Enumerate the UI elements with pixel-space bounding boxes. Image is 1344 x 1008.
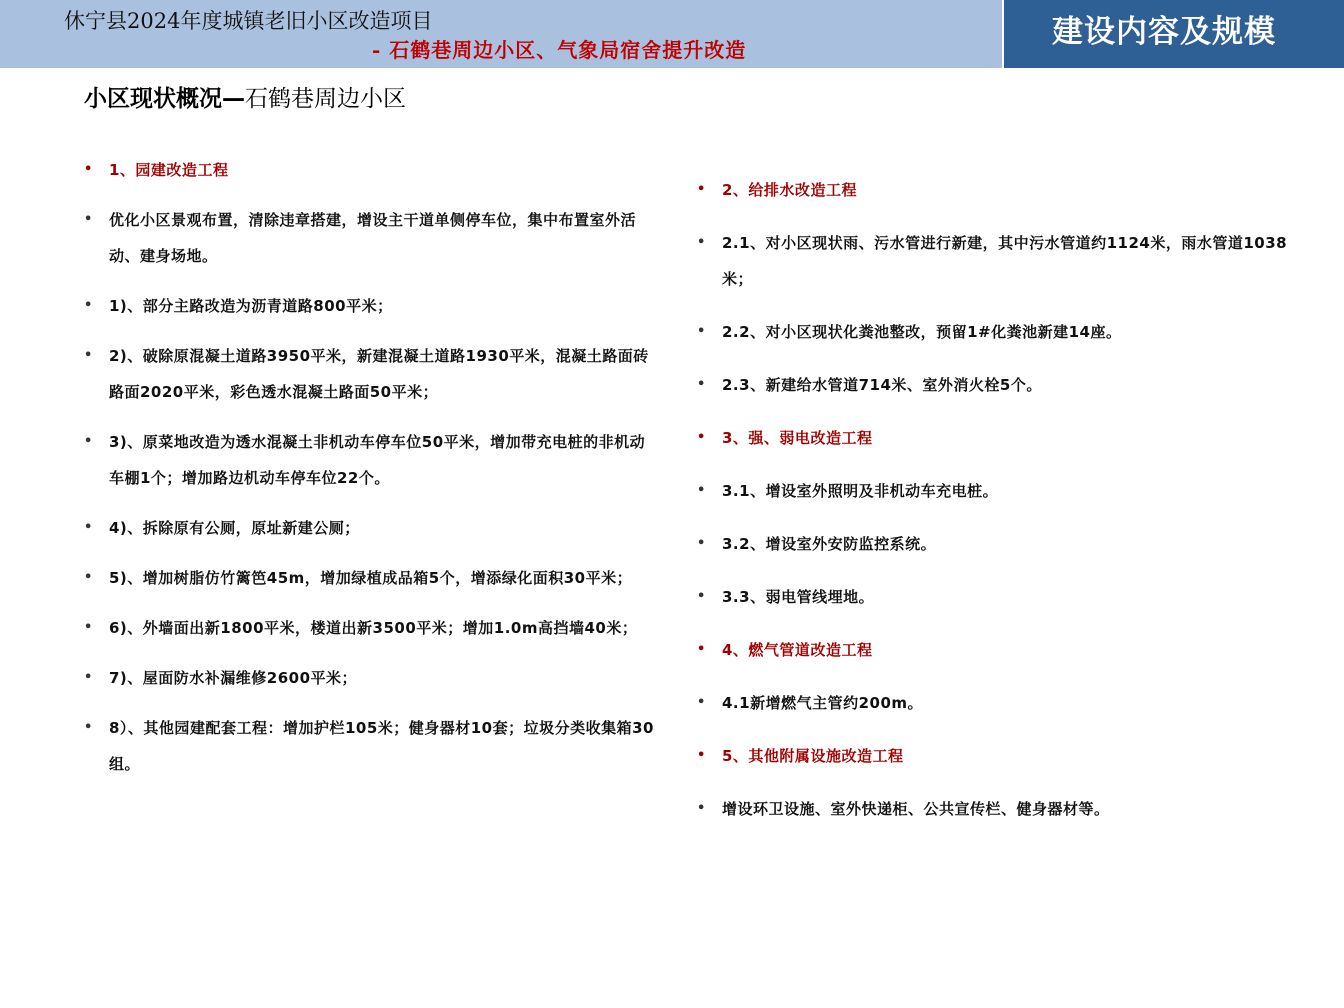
- bullet-icon: •: [84, 570, 93, 585]
- list-item: [84, 338, 656, 410]
- page-title: [84, 80, 406, 113]
- item-text: 5、其他附属设施改造工程: [722, 747, 904, 765]
- bullet-icon: •: [697, 483, 706, 498]
- item-text: 4.1新增燃气主管约200m。: [722, 694, 924, 712]
- right-column: [697, 172, 1317, 844]
- item-text: 3.2、增设室外安防监控系统。: [722, 535, 937, 553]
- list-item: [697, 367, 1317, 403]
- list-item: [697, 314, 1317, 350]
- item-text: 3.3、弱电管线埋地。: [722, 588, 875, 606]
- item-text: 5)、增加树脂仿竹篱笆45m，增加绿植成品箱5个，增添绿化面积30平米；: [109, 569, 633, 587]
- item-text: 优化小区景观布置，清除违章搭建，增设主干道单侧停车位，集中布置室外活动、建身场地。: [109, 211, 637, 265]
- item-text: 3.1、增设室外照明及非机动车充电桩。: [722, 482, 999, 500]
- left-bullet-list: [84, 152, 656, 782]
- section-heading: [697, 632, 1317, 668]
- bullet-icon: •: [84, 520, 93, 535]
- item-text: 7)、屋面防水补漏维修2600平米；: [109, 669, 358, 687]
- bullet-icon: •: [697, 589, 706, 604]
- item-text: 4)、拆除原有公厕，原址新建公厕；: [109, 519, 360, 537]
- item-text: 2、给排水改造工程: [722, 181, 857, 199]
- list-item: [84, 288, 656, 324]
- item-text: 8）、其他园建配套工程：增加护栏105米；健身器材10套；垃圾分类收集箱30组。: [109, 719, 654, 773]
- right-bullet-list: [697, 172, 1317, 827]
- item-text: 4、燃气管道改造工程: [722, 641, 873, 659]
- list-item: [697, 791, 1317, 827]
- bullet-icon: •: [697, 377, 706, 392]
- item-text: 3、强、弱电改造工程: [722, 429, 873, 447]
- section-title: 建设内容及规模: [1052, 14, 1276, 50]
- item-text: 3)、原菜地改造为透水混凝土非机动车停车位50平米，增加带充电桩的非机动车棚1个；增加路边机动车停车位22个。: [109, 433, 646, 487]
- item-text: 1、园建改造工程: [109, 161, 229, 179]
- list-item: [84, 510, 656, 546]
- section-heading: [84, 152, 656, 188]
- item-text: 2.2、对小区现状化粪池整改，预留1#化粪池新建14座。: [722, 323, 1122, 341]
- bullet-icon: •: [84, 620, 93, 635]
- bullet-icon: •: [697, 324, 706, 339]
- list-item: [84, 202, 656, 274]
- list-item: [697, 473, 1317, 509]
- left-column: [84, 152, 656, 796]
- bullet-icon: •: [84, 670, 93, 685]
- page-title-bold: 小区现状概况—: [84, 86, 245, 112]
- section-heading: [697, 172, 1317, 208]
- list-item: [84, 424, 656, 496]
- bullet-icon: •: [84, 298, 93, 313]
- page-title-normal: 石鹤巷周边小区: [245, 86, 406, 112]
- item-text: 2.3、新建给水管道714米、室外消火栓5个。: [722, 376, 1042, 394]
- list-item: [697, 526, 1317, 562]
- bullet-icon: •: [697, 430, 706, 445]
- list-item: [84, 560, 656, 596]
- list-item: [84, 660, 656, 696]
- bullet-icon: •: [697, 801, 706, 816]
- bullet-icon: •: [697, 182, 706, 197]
- project-title: 休宁县2024年度城镇老旧小区改造项目: [64, 9, 433, 33]
- list-item: [84, 610, 656, 646]
- header-banner: [0, 0, 1002, 68]
- item-text: 1)、部分主路改造为沥青道路800平米；: [109, 297, 393, 315]
- bullet-icon: •: [697, 695, 706, 710]
- item-text: 2)、破除原混凝土道路3950平米，新建混凝土道路1930平米，混凝土路面砖路面2020平米，彩色透水混凝土路面50平米；: [109, 347, 649, 401]
- section-heading: [697, 420, 1317, 456]
- bullet-icon: •: [84, 348, 93, 363]
- bullet-icon: •: [697, 748, 706, 763]
- item-text: 6)、外墙面出新1800平米，楼道出新3500平米；增加1.0m高挡墙40米；: [109, 619, 638, 637]
- project-subtitle: - 石鹤巷周边小区、气象局宿舍提升改造: [372, 38, 747, 62]
- section-banner: [1004, 0, 1344, 68]
- list-item: [697, 579, 1317, 615]
- list-item: [697, 685, 1317, 721]
- bullet-icon: •: [84, 434, 93, 449]
- section-heading: [697, 738, 1317, 774]
- bullet-icon: •: [84, 162, 93, 177]
- bullet-icon: •: [697, 642, 706, 657]
- bullet-icon: •: [84, 720, 93, 735]
- list-item: [84, 710, 656, 782]
- bullet-icon: •: [697, 536, 706, 551]
- list-item: [697, 225, 1317, 297]
- item-text: 增设环卫设施、室外快递柜、公共宣传栏、健身器材等。: [722, 800, 1110, 818]
- bullet-icon: •: [697, 235, 706, 250]
- bullet-icon: •: [84, 212, 93, 227]
- item-text: 2.1、对小区现状雨、污水管进行新建，其中污水管道约1124米，雨水管道1038米；: [722, 234, 1288, 288]
